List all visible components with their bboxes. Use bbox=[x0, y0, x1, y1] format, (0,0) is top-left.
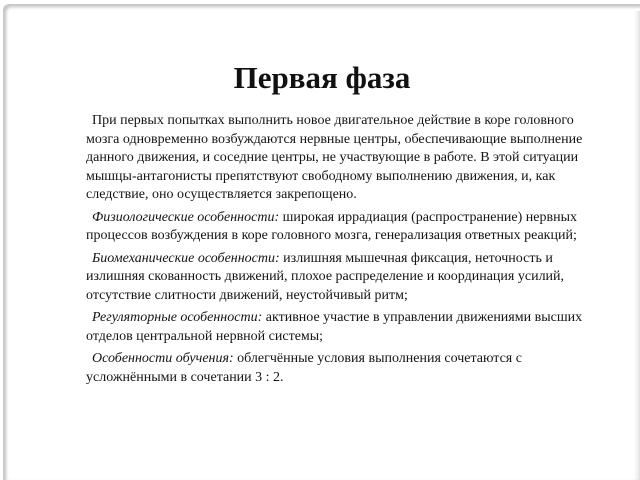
biomechanical-term: Биомеханические особенности: bbox=[92, 250, 280, 266]
physiological-term: Физиологические особенности: bbox=[92, 209, 280, 225]
slide bbox=[3, 4, 640, 480]
learning-term: Особенности обучения: bbox=[92, 351, 234, 366]
learning-paragraph bbox=[86, 350, 606, 387]
slide-title: Первая фаза bbox=[233, 60, 411, 95]
intro-paragraph: При первых попытках выполнить новое двигательное действие в коре головного мозга одновременно возбуждаются нервные центры, обеспечивающие выполнение данного движения, и соседние центры, не участвующие в работе. В этой ситуации мышцы-антагонисты препятствуют свободному выполнению движения, и, как следствие, оно осуществляется закрепощено. bbox=[86, 113, 583, 202]
slide-body bbox=[86, 112, 606, 391]
regulatory-paragraph bbox=[86, 309, 606, 346]
physiological-paragraph bbox=[86, 209, 606, 246]
regulatory-term: Регуляторные особенности: bbox=[92, 310, 263, 325]
regulatory-text: активное участие в управлении движениями высших отделов центральной нервной системы; bbox=[86, 310, 583, 344]
biomechanical-paragraph bbox=[86, 250, 606, 306]
learning-text: облегчённые условия выполнения сочетаются с усложнёнными в сочетании 3 : 2. bbox=[86, 351, 522, 385]
physiological-text: широкая иррадиация (распространение) нервных процессов возбуждения в коре головного мозга, генерализация ответных реакций; bbox=[86, 209, 578, 243]
biomechanical-text: излишняя мышечная фиксация, неточность и излишняя скованность движений, плохое распределение и координация усилий, отсутствие слитности движений, неустойчивый ритм; bbox=[86, 250, 565, 303]
